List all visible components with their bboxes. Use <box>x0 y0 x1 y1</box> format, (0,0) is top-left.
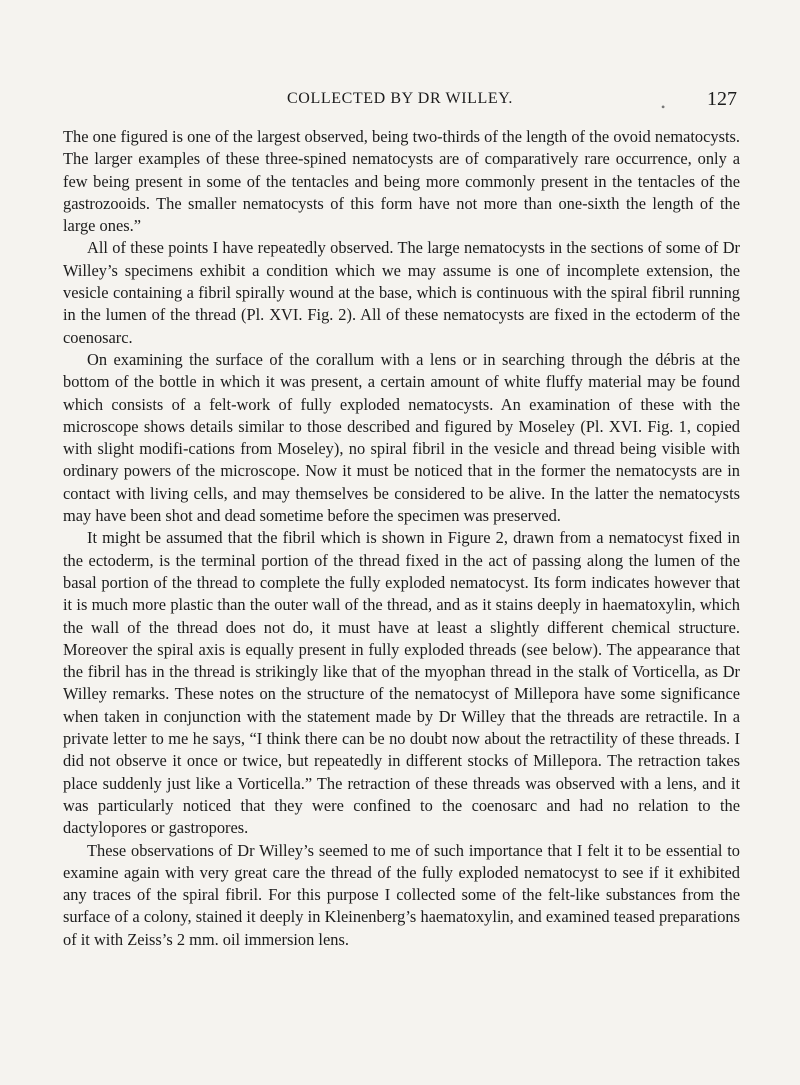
page-number: 127 <box>707 88 737 110</box>
paragraph-3: On examining the surface of the corallum with a lens or in searching through the débris at the bottom of the bottle in which it was present, a certain amount of white fluffy material may be found which consists of a felt-work of fully exploded nematocysts. An examination of these with the microscope shows details similar to those described and figured by Moseley (Pl. XVI. Fig. 1, copied with slight modifi-cations from Moseley), no spiral fibril in the vesicle and thread being visible with ordinary powers of the microscope. Now it must be noticed that in the former the nematocysts are in contact with living cells, and may themselves be considered to be alive. In the latter the nematocysts may have been shot and dead sometime before the specimen was preserved. <box>63 349 740 526</box>
paragraph-1: The one figured is one of the largest observed, being two-thirds of the length of the ovoid nematocysts. The larger examples of these three-spined nematocysts are of comparatively rare occurrence, only a few being present in some of the tentacles and being more commonly present in the tentacles of the gastrozooids. The smaller nematocysts of this form have not more than one-sixth the length of the large ones.” <box>63 127 740 236</box>
running-head-title: COLLECTED BY DR WILLEY. <box>287 90 513 107</box>
paragraph-2: All of these points I have repeatedly observed. The large nematocysts in the sections of some of Dr Willey’s specimens exhibit a condition which we may assume is one of incomplete extension, the vesicle containing a fibril spirally wound at the base, which is continuous with the spiral fibril running in the lumen of the thread (Pl. XVI. Fig. 2). All of these nematocysts are fixed in the ectoderm of the coenosarc. <box>63 238 740 347</box>
paragraph-5: These observations of Dr Willey’s seemed to me of such importance that I felt it to be essential to examine again with very great care the thread of the fully exploded nematocyst to see if it exhibited any traces of the spiral fibril. For this purpose I collected some of the felt-like substances from the surface of a colony, stained it deeply in Kleinenberg’s haematoxylin, and examined teased preparations of it with Zeiss’s 2 mm. oil immersion lens. <box>63 840 740 949</box>
print-mark: • <box>661 100 666 114</box>
paragraph-4: It might be assumed that the fibril which is shown in Figure 2, drawn from a nematocyst fixed in the ectoderm, is the terminal portion of the thread fixed in the act of passing along the lumen of the basal portion of the thread to complete the fully exploded nematocyst. Its form indicates however that it is much more plastic than the outer wall of the thread, and as it stains deeply in haematoxylin, which the wall of the thread does not do, it must have at least a slightly different chemical structure. Moreover the spiral axis is equally present in fully exploded threads (see below). The appearance that the fibril has in the thread is strikingly like that of the myophan thread in the stalk of Vorticella, as Dr Willey remarks. These notes on the structure of the nematocyst of Millepora have some significance when taken in conjunction with the statement made by Dr Willey that the threads are retractile. In a private letter to me he says, “I think there can be no doubt now about the retractility of these threads. I did not observe it once or twice, but repeatedly in different stocks of Millepora. The retraction takes place suddenly just like a Vorticella.” The retraction of these threads was observed with a lens, and it was particularly noticed that they were confined to the coenosarc and had no relation to the dactylopores or gastropores. <box>63 528 740 838</box>
body-text <box>63 126 740 951</box>
running-head <box>0 88 800 112</box>
